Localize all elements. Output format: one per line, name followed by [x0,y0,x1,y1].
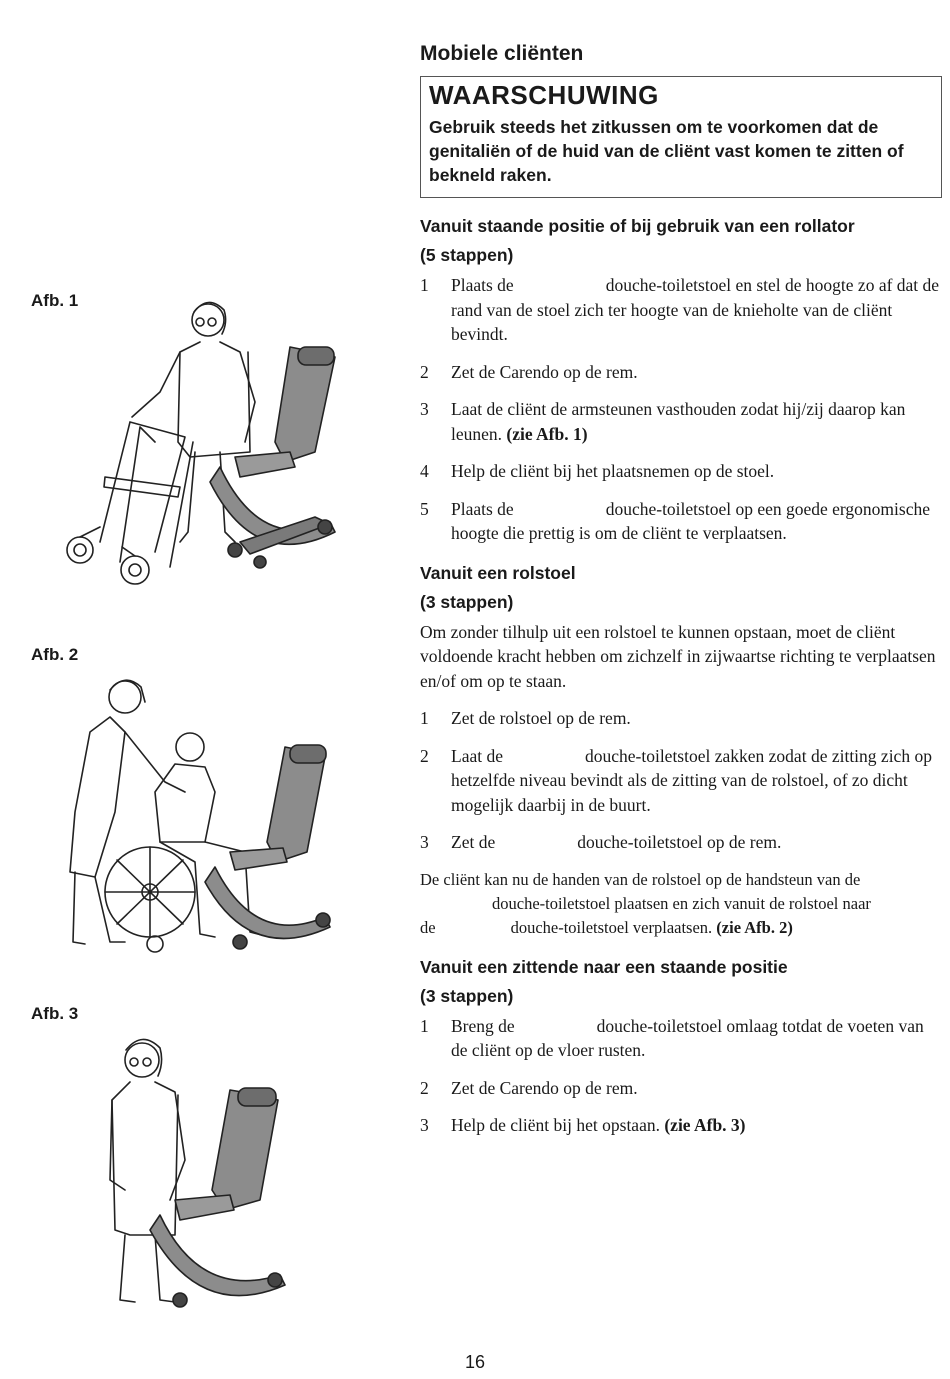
list-item [420,497,942,546]
section-heading-wheelchair [420,559,942,617]
section-heading-steps: (3 stappen) [420,985,514,1006]
list-item [420,459,942,484]
list-item [420,706,942,731]
figure-reference: (zie Afb. 1) [506,423,588,444]
step-text: Breng de [451,1015,515,1036]
section-heading-line: Vanuit een rolstoel [420,562,576,583]
list-item [420,830,942,855]
step-text: douche-toiletstoel zakken zodat de zitting zich op hetzelfde niveau bevindt als de zitting van de rolstoel, of zo dicht mogelijk daarbij in de buurt. [451,745,932,815]
step-number: 1 [420,1015,429,1036]
step-number: 2 [420,1077,429,1098]
section-heading-sit-to-stand [420,953,942,1011]
warning-heading: WAARSCHUWING [429,80,659,110]
step-number: 1 [420,275,429,295]
step-text: Help de cliënt bij het plaatsnemen op de stoel. [451,461,775,481]
step-text: douche-toiletstoel omlaag totdat de voeten van de cliënt op de vloer rusten. [451,1015,924,1060]
list-item [420,360,942,385]
step-text: Zet de Carendo op de rem. [451,1077,638,1098]
section-heading-standing [420,212,942,270]
page-title: Mobiele cliënten [420,42,584,65]
step-number: 1 [420,708,429,728]
section-intro: Om zonder tilhulp uit een rolstoel te kunnen opstaan, moet de cliënt voldoende kracht hebben om zichzelf in zijwaartse richting te verplaatsen en/of om op te staan. [420,621,936,691]
step-number: 2 [420,745,429,766]
outro-text: de [420,917,436,937]
figure-label-2: Afb. 2 [31,645,79,664]
list-item [420,1076,942,1101]
page-number: 16 [464,1352,486,1372]
steps-list-sit-to-stand [420,1014,942,1138]
figure-label-3: Afb. 3 [31,1004,79,1023]
step-text: Zet de rolstoel op de rem. [451,708,631,728]
step-number: 2 [420,361,429,382]
step-number: 3 [420,832,429,852]
step-number: 5 [420,498,429,519]
step-text: Help de cliënt bij het opstaan. [451,1115,660,1135]
step-text: Zet de Carendo op de rem. [451,361,638,382]
figure-1-illustration [60,292,350,592]
outro-text: douche-toiletstoel verplaatsen. [510,917,713,937]
step-text: douche-toiletstoel op de rem. [577,832,782,852]
list-item [420,744,942,818]
list-item [420,1113,942,1138]
figure-3-illustration [100,1030,300,1330]
figure-label-1: Afb. 1 [31,291,79,310]
step-text: douche-toiletstoel en stel de hoogte zo af dat de rand van de stoel zich ter hoogte van de knieholte van de cliënt bevindt. [451,275,940,344]
list-item [420,397,942,446]
warning-box [420,76,942,198]
figure-reference: (zie Afb. 2) [716,917,793,937]
step-number: 3 [420,1115,429,1135]
content-column [420,42,942,1151]
steps-list-standing [420,273,942,546]
step-number: 4 [420,461,429,481]
steps-list-wheelchair [420,706,942,855]
figure-reference: (zie Afb. 3) [664,1115,746,1135]
outro-text: De cliënt kan nu de handen van de rolstoel op de handsteun van de [420,869,861,889]
section-outro [420,868,942,940]
section-heading-steps: (3 stappen) [420,591,514,612]
section-heading-line: Vanuit staande positie of bij gebruik van een rollator [420,216,855,236]
list-item [420,273,942,347]
step-text: douche-toiletstoel op een goede ergonomische hoogte die prettig is om de cliënt te verplaatsen. [451,498,930,543]
step-text: Laat de [451,745,503,766]
list-item [420,1014,942,1063]
step-text: Plaats de [451,498,514,519]
warning-text: Gebruik steeds het zitkussen om te voorkomen dat de genitaliën of de huid van de cliënt vast komen te zitten of bekneld raken. [429,117,904,185]
step-text: Plaats de [451,275,514,295]
step-text: Laat de cliënt de armsteunen vasthouden zodat hij/zij daarop kan leunen. [451,399,906,444]
section-heading-steps: (5 stappen) [420,245,514,265]
step-text: Zet de [451,832,496,852]
figure-2-illustration [55,672,345,962]
outro-text: douche-toiletstoel plaatsen en zich vanuit de rolstoel naar [492,893,871,913]
section-heading-line: Vanuit een zittende naar een staande positie [420,956,788,977]
step-number: 3 [420,399,429,419]
